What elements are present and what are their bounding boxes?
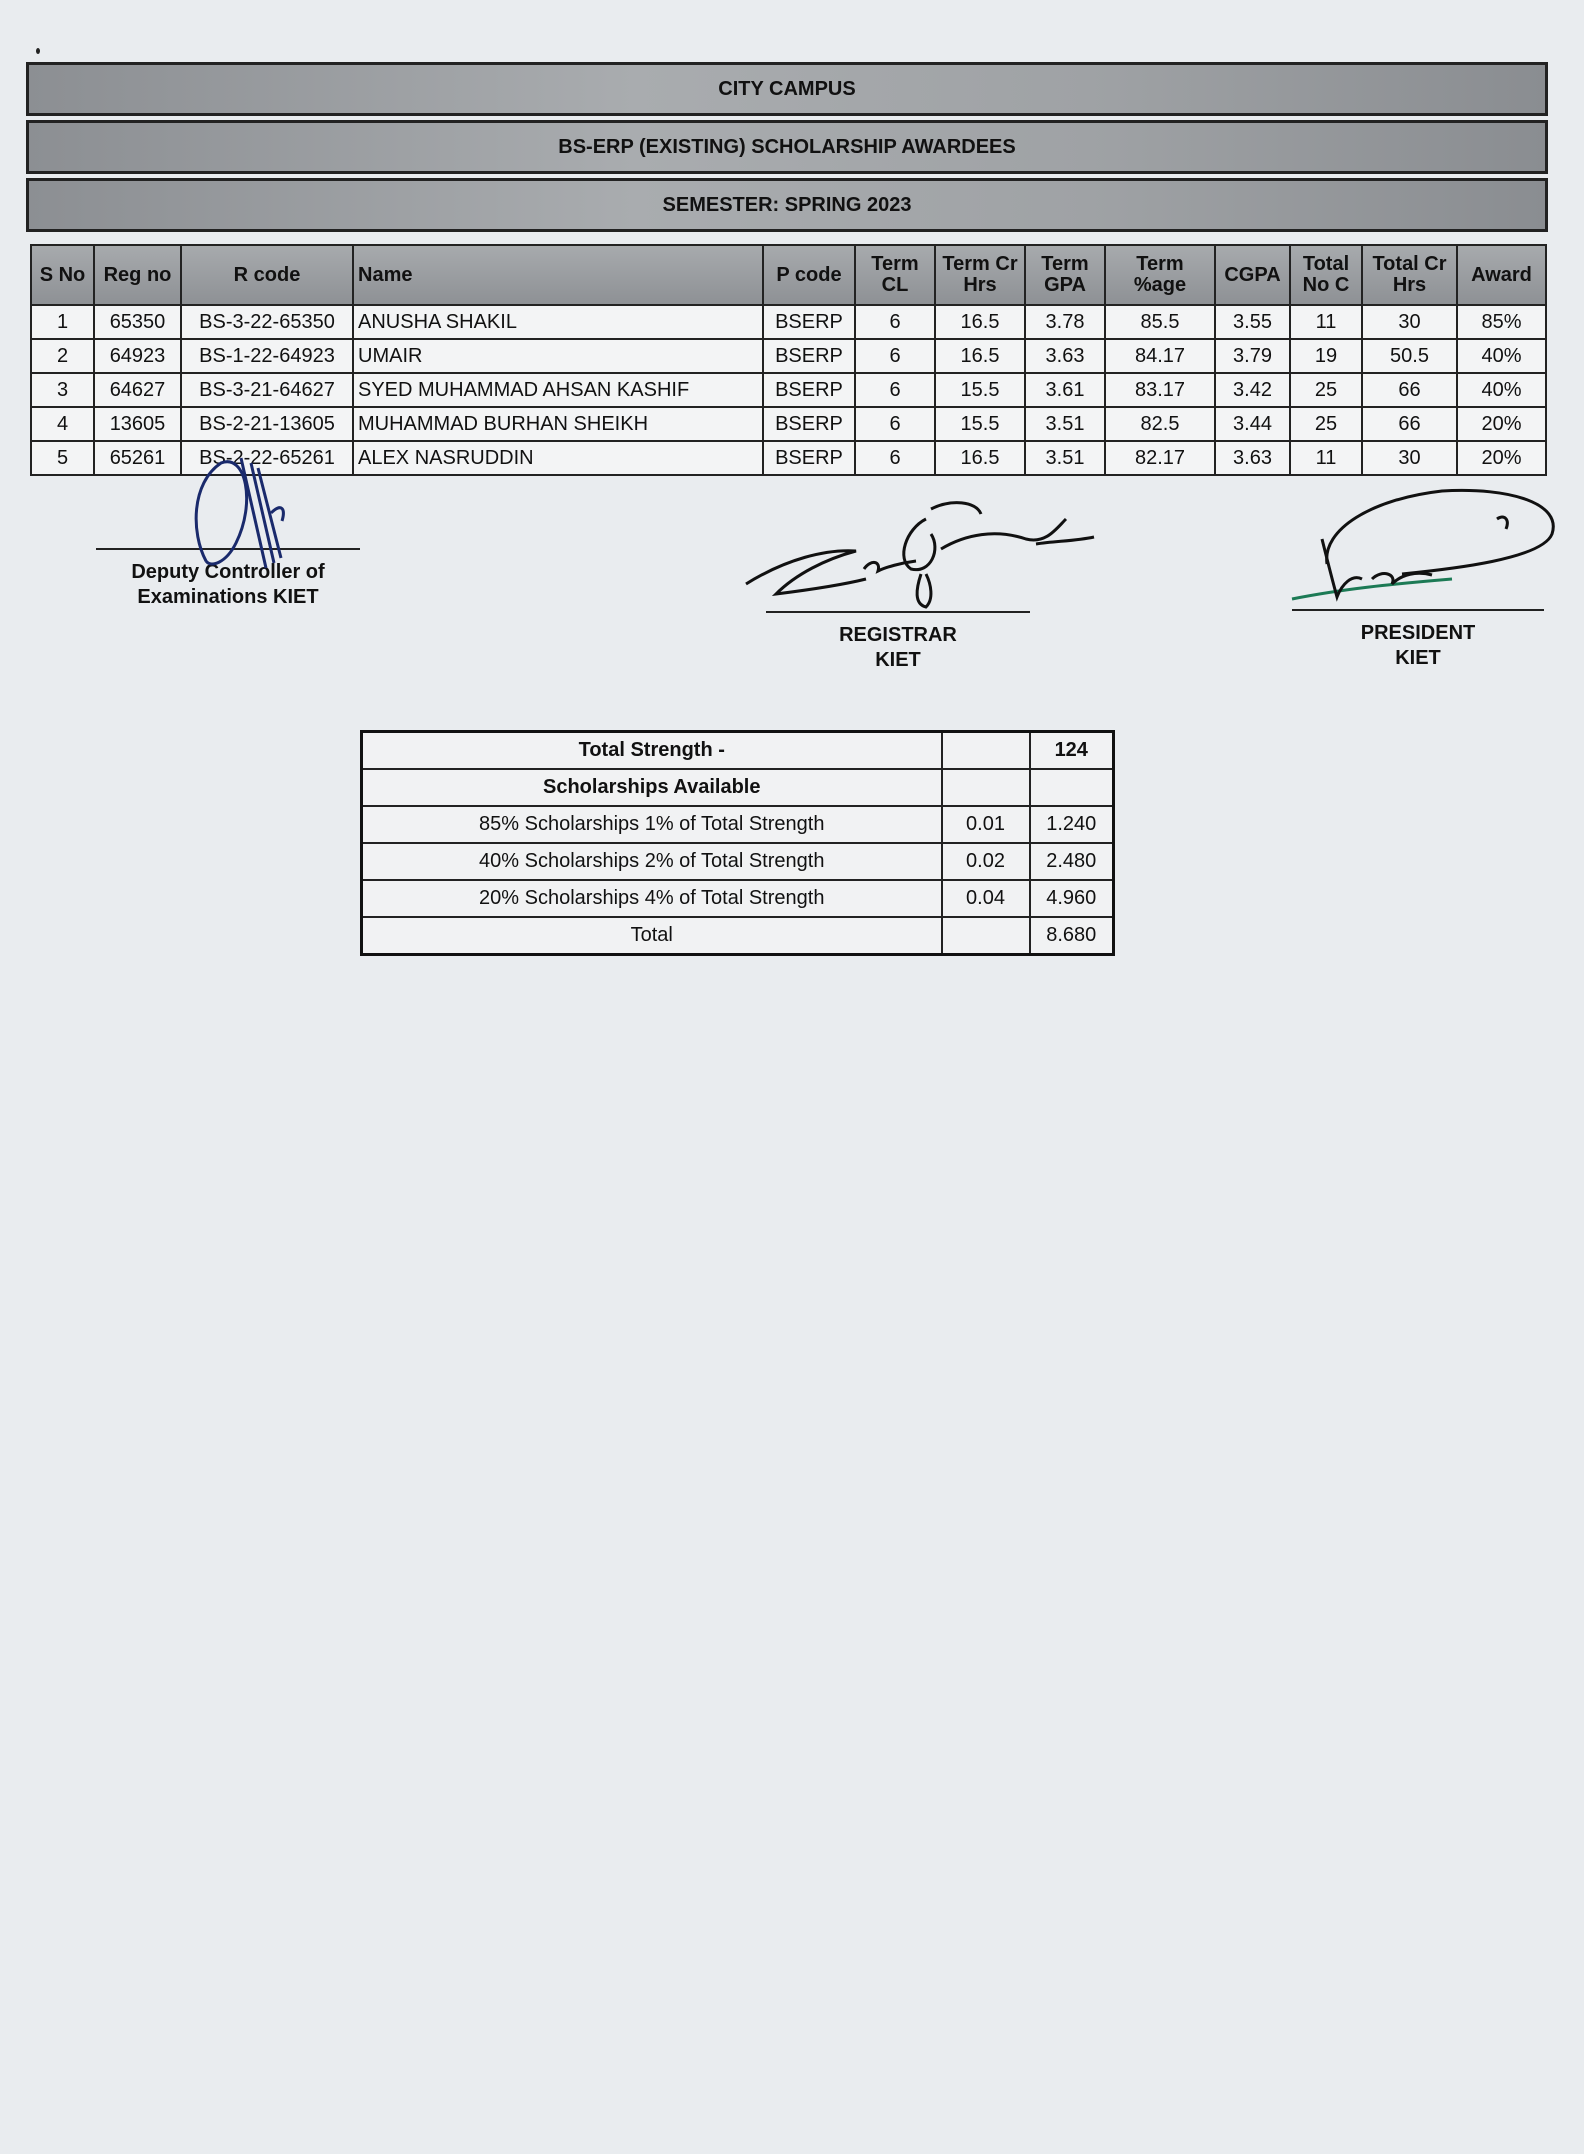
table-cell: 3.78 bbox=[1025, 305, 1105, 339]
signatory-org: KIET bbox=[875, 649, 921, 671]
table-cell: 3.51 bbox=[1025, 441, 1105, 475]
table-cell: 20% bbox=[1457, 407, 1546, 441]
table-row bbox=[31, 373, 1546, 407]
table-cell: 15.5 bbox=[935, 373, 1025, 407]
table-cell: 84.17 bbox=[1105, 339, 1215, 373]
stray-mark bbox=[36, 48, 40, 54]
table-cell: 4 bbox=[31, 407, 94, 441]
table-cell: 15.5 bbox=[935, 407, 1025, 441]
table-cell: 11 bbox=[1290, 305, 1362, 339]
president-signature-block bbox=[1292, 609, 1544, 671]
table-cell: 6 bbox=[855, 441, 935, 475]
col-header: Total Cr Hrs bbox=[1362, 245, 1457, 305]
col-header: S No bbox=[31, 245, 94, 305]
col-header: Total No C bbox=[1290, 245, 1362, 305]
table-cell: 64627 bbox=[94, 373, 181, 407]
table-cell: 16.5 bbox=[935, 305, 1025, 339]
col-header: R code bbox=[181, 245, 353, 305]
col-header: Term GPA bbox=[1025, 245, 1105, 305]
table-cell: 1 bbox=[31, 305, 94, 339]
total-strength-row bbox=[362, 732, 1114, 770]
table-cell: 3.44 bbox=[1215, 407, 1290, 441]
table-cell: BSERP bbox=[763, 407, 855, 441]
summary-row bbox=[362, 843, 1114, 880]
table-cell: BS-3-21-64627 bbox=[181, 373, 353, 407]
col-header: Term %age bbox=[1105, 245, 1215, 305]
table-cell: SYED MUHAMMAD AHSAN KASHIF bbox=[353, 373, 763, 407]
semester-title: SEMESTER: SPRING 2023 bbox=[26, 178, 1548, 232]
table-cell: 40% bbox=[1457, 339, 1546, 373]
table-cell: 2 bbox=[31, 339, 94, 373]
empty-cell bbox=[1030, 769, 1114, 806]
summary-label: 20% Scholarships 4% of Total Strength bbox=[362, 880, 942, 917]
empty-cell bbox=[942, 732, 1030, 770]
col-header: Term CL bbox=[855, 245, 935, 305]
col-header: Award bbox=[1457, 245, 1546, 305]
empty-cell bbox=[942, 769, 1030, 806]
summary-value: 2.480 bbox=[1030, 843, 1114, 880]
summary-label: 85% Scholarships 1% of Total Strength bbox=[362, 806, 942, 843]
table-row bbox=[31, 407, 1546, 441]
signatory-org: Examinations KIET bbox=[137, 586, 319, 608]
signatory-title: Deputy Controller of bbox=[131, 561, 325, 583]
table-cell: 11 bbox=[1290, 441, 1362, 475]
table-cell: 30 bbox=[1362, 441, 1457, 475]
table-header-row bbox=[31, 245, 1546, 305]
table-cell: 6 bbox=[855, 373, 935, 407]
handwritten-signature-president bbox=[1252, 479, 1552, 619]
col-header: Term Cr Hrs bbox=[935, 245, 1025, 305]
col-header: CGPA bbox=[1215, 245, 1290, 305]
table-cell: UMAIR bbox=[353, 339, 763, 373]
summary-total-row bbox=[362, 917, 1114, 955]
table-cell: BS-2-22-65261 bbox=[181, 441, 353, 475]
table-cell: 64923 bbox=[94, 339, 181, 373]
table-cell: BS-3-22-65350 bbox=[181, 305, 353, 339]
handwritten-signature-registrar bbox=[736, 489, 1096, 619]
table-cell: 65350 bbox=[94, 305, 181, 339]
table-cell: 3.63 bbox=[1025, 339, 1105, 373]
table-cell: ALEX NASRUDDIN bbox=[353, 441, 763, 475]
summary-row bbox=[362, 880, 1114, 917]
table-cell: ANUSHA SHAKIL bbox=[353, 305, 763, 339]
table-cell: MUHAMMAD BURHAN SHEIKH bbox=[353, 407, 763, 441]
program-title: BS-ERP (EXISTING) SCHOLARSHIP AWARDEES bbox=[26, 120, 1548, 174]
col-header: Reg no bbox=[94, 245, 181, 305]
summary-row bbox=[362, 806, 1114, 843]
col-header: P code bbox=[763, 245, 855, 305]
table-cell: 6 bbox=[855, 407, 935, 441]
scholarship-summary-table bbox=[360, 730, 1115, 956]
table-cell: 16.5 bbox=[935, 339, 1025, 373]
table-cell: 66 bbox=[1362, 407, 1457, 441]
summary-total-label: Total bbox=[362, 917, 942, 955]
table-cell: BSERP bbox=[763, 441, 855, 475]
table-cell: 83.17 bbox=[1105, 373, 1215, 407]
signatory-org: KIET bbox=[1395, 647, 1441, 669]
table-cell: BS-2-21-13605 bbox=[181, 407, 353, 441]
table-cell: 3 bbox=[31, 373, 94, 407]
table-cell: BS-1-22-64923 bbox=[181, 339, 353, 373]
table-cell: 82.17 bbox=[1105, 441, 1215, 475]
handwritten-signature-deputy bbox=[96, 443, 360, 573]
table-cell: 3.61 bbox=[1025, 373, 1105, 407]
table-cell: 3.51 bbox=[1025, 407, 1105, 441]
table-cell: 20% bbox=[1457, 441, 1546, 475]
table-cell: 19 bbox=[1290, 339, 1362, 373]
table-cell: 66 bbox=[1362, 373, 1457, 407]
col-header: Name bbox=[353, 245, 763, 305]
table-cell: 13605 bbox=[94, 407, 181, 441]
table-cell: 40% bbox=[1457, 373, 1546, 407]
empty-cell bbox=[942, 917, 1030, 955]
scholarships-available-label: Scholarships Available bbox=[362, 769, 942, 806]
summary-value: 1.240 bbox=[1030, 806, 1114, 843]
table-cell: 30 bbox=[1362, 305, 1457, 339]
table-cell: 3.63 bbox=[1215, 441, 1290, 475]
table-cell: 50.5 bbox=[1362, 339, 1457, 373]
table-cell: 82.5 bbox=[1105, 407, 1215, 441]
table-cell: 5 bbox=[31, 441, 94, 475]
table-cell: 85.5 bbox=[1105, 305, 1215, 339]
signatory-title: PRESIDENT bbox=[1360, 622, 1476, 644]
table-cell: 16.5 bbox=[935, 441, 1025, 475]
table-row bbox=[31, 339, 1546, 373]
table-cell: BSERP bbox=[763, 373, 855, 407]
table-cell: 25 bbox=[1290, 407, 1362, 441]
table-cell: BSERP bbox=[763, 339, 855, 373]
table-cell: 25 bbox=[1290, 373, 1362, 407]
table-cell: 3.79 bbox=[1215, 339, 1290, 373]
summary-rate: 0.01 bbox=[942, 806, 1030, 843]
table-cell: 6 bbox=[855, 305, 935, 339]
campus-title: CITY CAMPUS bbox=[26, 62, 1548, 116]
summary-rate: 0.02 bbox=[942, 843, 1030, 880]
total-strength-value: 124 bbox=[1030, 732, 1114, 770]
summary-rate: 0.04 bbox=[942, 880, 1030, 917]
signatory-title: REGISTRAR bbox=[839, 624, 957, 646]
table-cell: 85% bbox=[1457, 305, 1546, 339]
header-bands bbox=[26, 62, 1548, 236]
table-row bbox=[31, 305, 1546, 339]
scholarships-available-row bbox=[362, 769, 1114, 806]
deputy-controller-signature-block bbox=[96, 548, 360, 610]
summary-total-value: 8.680 bbox=[1030, 917, 1114, 955]
summary-value: 4.960 bbox=[1030, 880, 1114, 917]
table-cell: BSERP bbox=[763, 305, 855, 339]
table-cell: 65261 bbox=[94, 441, 181, 475]
table-cell: 3.42 bbox=[1215, 373, 1290, 407]
awardees-table bbox=[30, 244, 1547, 476]
total-strength-label: Total Strength - bbox=[362, 732, 942, 770]
table-cell: 3.55 bbox=[1215, 305, 1290, 339]
table-cell: 6 bbox=[855, 339, 935, 373]
summary-label: 40% Scholarships 2% of Total Strength bbox=[362, 843, 942, 880]
registrar-signature-block bbox=[766, 611, 1030, 673]
